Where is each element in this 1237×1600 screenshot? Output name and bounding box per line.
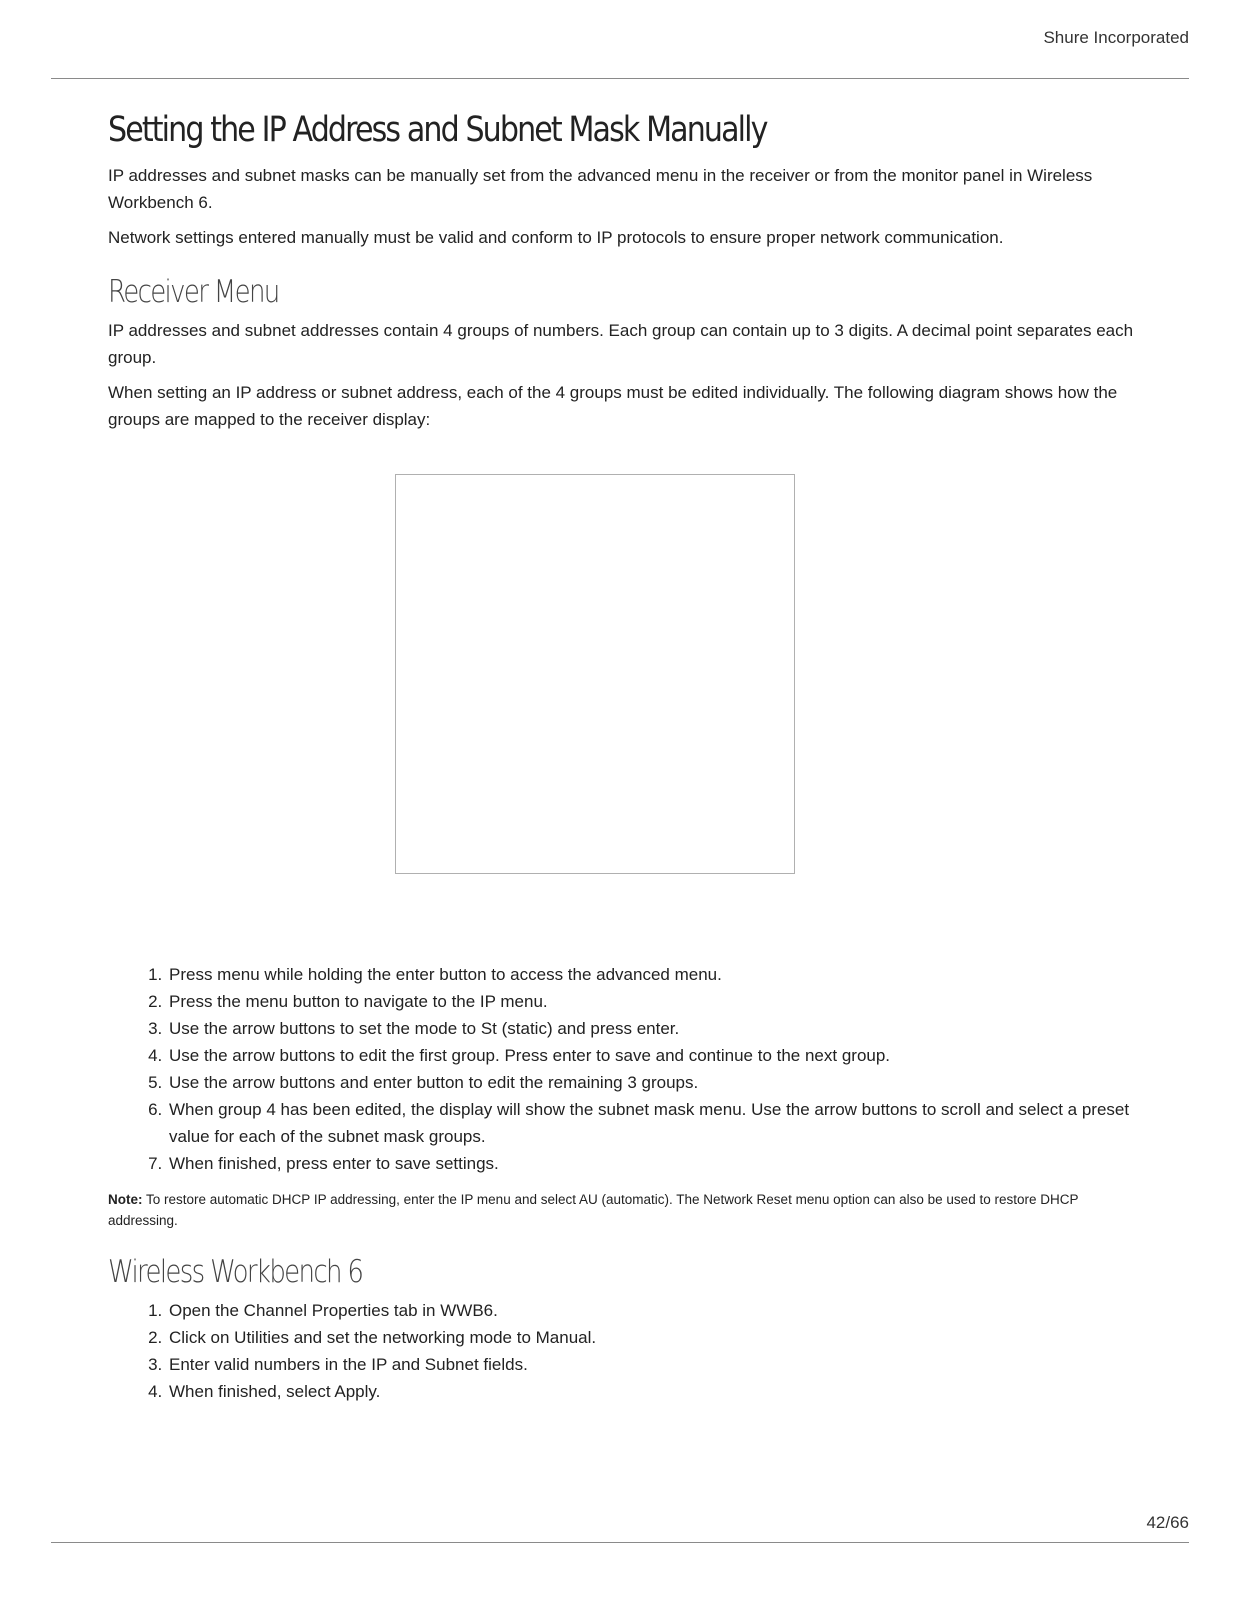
note-label: Note:	[108, 1192, 143, 1207]
page-content	[108, 104, 1138, 1417]
list-item: 5. Use the arrow buttons and enter button to edit the remaining 3 groups.	[167, 1069, 1138, 1096]
wwb6-heading: Wireless Workbench 6	[108, 1254, 363, 1290]
wwb6-steps-list	[108, 1297, 1138, 1405]
note-text: To restore automatic DHCP IP addressing, enter the IP menu and select AU (automatic). The Network Reset menu option can also be used to restore DHCP addressing.	[108, 1192, 1079, 1228]
receiver-display-diagram-placeholder	[395, 474, 795, 874]
page-title: Setting the IP Address and Subnet Mask Manually	[108, 110, 767, 150]
page-footer-rule	[51, 1542, 1189, 1543]
list-item: 2. Click on Utilities and set the networking mode to Manual.	[167, 1324, 1138, 1351]
company-name: Shure Incorporated	[1043, 28, 1189, 47]
intro-paragraph-2: Network settings entered manually must be valid and conform to IP protocols to ensure proper network communication.	[108, 228, 1004, 247]
note	[108, 1189, 1138, 1231]
list-item: 1. Open the Channel Properties tab in WWB6.	[167, 1297, 1138, 1324]
receiver-menu-heading: Receiver Menu	[108, 274, 279, 310]
list-item: 1. Press menu while holding the enter button to access the advanced menu.	[167, 961, 1138, 988]
list-item: 3. Enter valid numbers in the IP and Subnet fields.	[167, 1351, 1138, 1378]
list-item: 7. When finished, press enter to save settings.	[167, 1150, 1138, 1177]
list-item: 3. Use the arrow buttons to set the mode to St (static) and press enter.	[167, 1015, 1138, 1042]
list-item: 4. Use the arrow buttons to edit the first group. Press enter to save and continue to the next group.	[167, 1042, 1138, 1069]
list-item: 2. Press the menu button to navigate to the IP menu.	[167, 988, 1138, 1015]
receiver-menu-paragraph-1: IP addresses and subnet addresses contain 4 groups of numbers. Each group can contain up to 3 digits. A decimal point separates each group.	[108, 321, 1134, 367]
list-item: 4. When finished, select Apply.	[167, 1378, 1138, 1405]
receiver-menu-paragraph-2: When setting an IP address or subnet address, each of the 4 groups must be edited individually. The following diagram shows how the groups are mapped to the receiver display:	[108, 383, 1118, 429]
receiver-steps-list	[108, 961, 1138, 1177]
page-number: 42/66	[1146, 1513, 1189, 1532]
intro-paragraph-1: IP addresses and subnet masks can be manually set from the advanced menu in the receiver or from the monitor panel in Wireless Workbench 6.	[108, 166, 1093, 212]
diagram-area	[108, 441, 1138, 961]
list-item: 6. When group 4 has been edited, the display will show the subnet mask menu. Use the arrow buttons to scroll and select a preset value for each of the subnet mask groups.	[167, 1096, 1138, 1150]
page-header	[51, 0, 1189, 79]
